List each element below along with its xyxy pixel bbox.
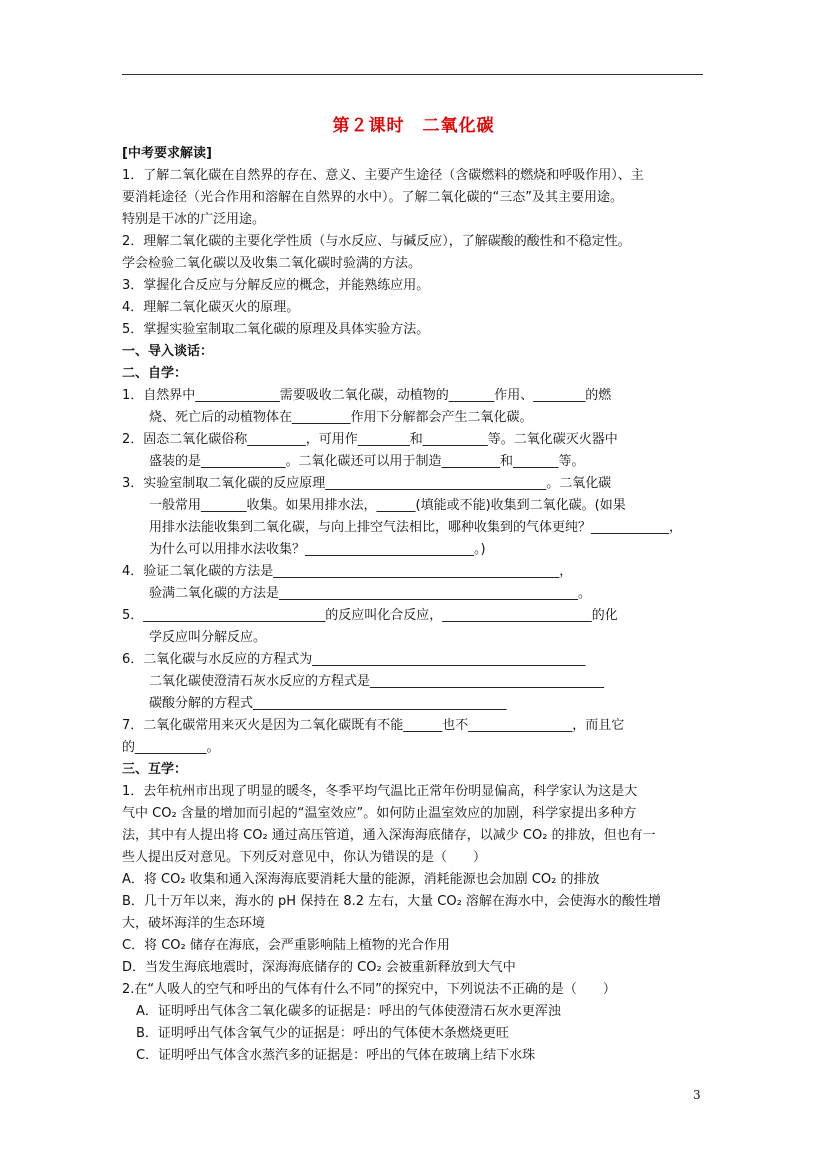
text-line: 4．理解二氧化碳灭火的原理。 [122, 300, 300, 315]
text-line: 1．去年杭州市出现了明显的暖冬，冬季平均气温比正常年份明显偏高，科学家认为这是大 [122, 784, 638, 799]
text-line: 1．了解二氧化碳在自然界的存在、意义、主要产生途径（含碳燃料的燃烧和呼吸作用）、主 [122, 168, 644, 183]
text-line: 法，其中有人提出将 CO₂ 通过高压管道，通入深海海底储存，以减少 CO₂ 的排放，但也有一 [122, 828, 656, 843]
text-line: 的___________。 [122, 740, 220, 755]
page-title: 第２课时 二氧化碳 [332, 116, 495, 136]
text-line: 3．实验室制取二氧化碳的反应原理__________________________________。二氧化碳 [122, 476, 612, 491]
text-line: 学反应叫分解反应。 [149, 630, 267, 645]
text-line: 要消耗途径（光合作用和溶解在自然界的水中）。了解二氧化碳的“三态”及其主要用途。 [122, 190, 623, 205]
text-line: 验满二氧化碳的方法是______________________________________________。 [149, 586, 592, 601]
text-line: 2．理解二氧化碳的主要化学性质（与水反应、与碱反应），了解碳酸的酸性和不稳定性。 [122, 234, 631, 249]
text-line: A．证明呼出气体含二氧化碳多的证据是：呼出的气体使澄清石灰水更浑浊 [136, 1004, 561, 1019]
text-line: C．证明呼出气体含水蒸汽多的证据是：呼出的气体在玻璃上结下水珠 [136, 1048, 536, 1063]
section-heading: 一、导入谈话： [122, 344, 214, 359]
text-line: 碳酸分解的方程式_______________________________________ [149, 696, 507, 711]
page-number: 3 [693, 1088, 701, 1102]
text-line: 盛装的是_____________。二氧化碳还可以用于制造_________和_______等。 [149, 454, 585, 469]
text-line: 5．____________________________的反应叫化合反应，_______________________的化 [122, 608, 618, 623]
text-line: 用排水法能收集到二氧化碳，与向上排空气法相比，哪种收集到的气体更纯？____________， [149, 520, 683, 535]
section-heading: [中考要求解读] [122, 146, 212, 161]
text-line: 一般常用_______收集。如果用排水法，______(填能或不能)收集到二氧化碳。(如果 [149, 498, 626, 513]
text-line: 7．二氧化碳常用来灭火是因为二氧化碳既有不能______也不________________，而且它 [122, 718, 625, 733]
text-line: 5．掌握实验室制取二氧化碳的原理及具体实验方法。 [122, 322, 430, 337]
text-line: 1．自然界中_____________需要吸收二氧化碳，动植物的_______作用、________的燃 [122, 388, 612, 403]
text-line: 2.在“人吸人的空气和呼出的气体有什么不同”的探究中，下列说法不正确的是（ ） [122, 982, 616, 997]
section-heading: 三、互学： [122, 762, 188, 777]
text-line: B．几十万年以来，海水的 pH 保持在 8.2 左右，大量 CO₂ 溶解在海水中，会使海水的酸性增 [122, 894, 661, 909]
text-line: 大，破坏海洋的生态环境 [122, 916, 266, 931]
text-line: 二氧化碳使澄清石灰水反应的方程式是____________________________________ [149, 674, 605, 689]
text-line: 3．掌握化合反应与分解反应的概念，并能熟练应用。 [122, 278, 430, 293]
section-heading: 二、自学： [122, 366, 188, 381]
text-line: 烧、死亡后的动植物体在_________作用下分解都会产生二氧化碳。 [149, 410, 533, 425]
text-line: 些人提出反对意见。下列反对意见中，你认为错误的是（ ） [122, 850, 487, 865]
text-line: A．将 CO₂ 收集和通入深海海底要消耗大量的能源，消耗能源也会加剧 CO₂ 的排放 [122, 872, 600, 887]
text-line: 4．验证二氧化碳的方法是____________________________________________， [122, 564, 573, 579]
text-line: 为什么可以用排水法收集？__________________________。) [149, 542, 486, 557]
text-line: D．当发生海底地震时，深海海底储存的 CO₂ 会被重新释放到大气中 [122, 960, 516, 975]
text-line: 学会检验二氧化碳以及收集二氧化碳时验满的方法。 [122, 256, 422, 271]
text-line: B．证明呼出气体含氧气少的证据是：呼出的气体使木条燃烧更旺 [136, 1026, 509, 1041]
text-line: 6．二氧化碳与水反应的方程式为__________________________________________ [122, 652, 586, 667]
text-line: 特别是干冰的广泛用途。 [122, 212, 266, 227]
document-body [122, 143, 712, 1067]
text-line: 2．固态二氧化碳俗称_________，可用作________和__________等。二氧化碳灭火器中 [122, 432, 618, 447]
text-line: C．将 CO₂ 储存在海底，会严重影响陆上植物的光合作用 [122, 938, 450, 953]
header-rule [122, 74, 703, 75]
text-line: 气中 CO₂ 含量的增加而引起的“温室效应”。如何防止温室效应的加剧，科学家提出多种方 [122, 806, 637, 821]
